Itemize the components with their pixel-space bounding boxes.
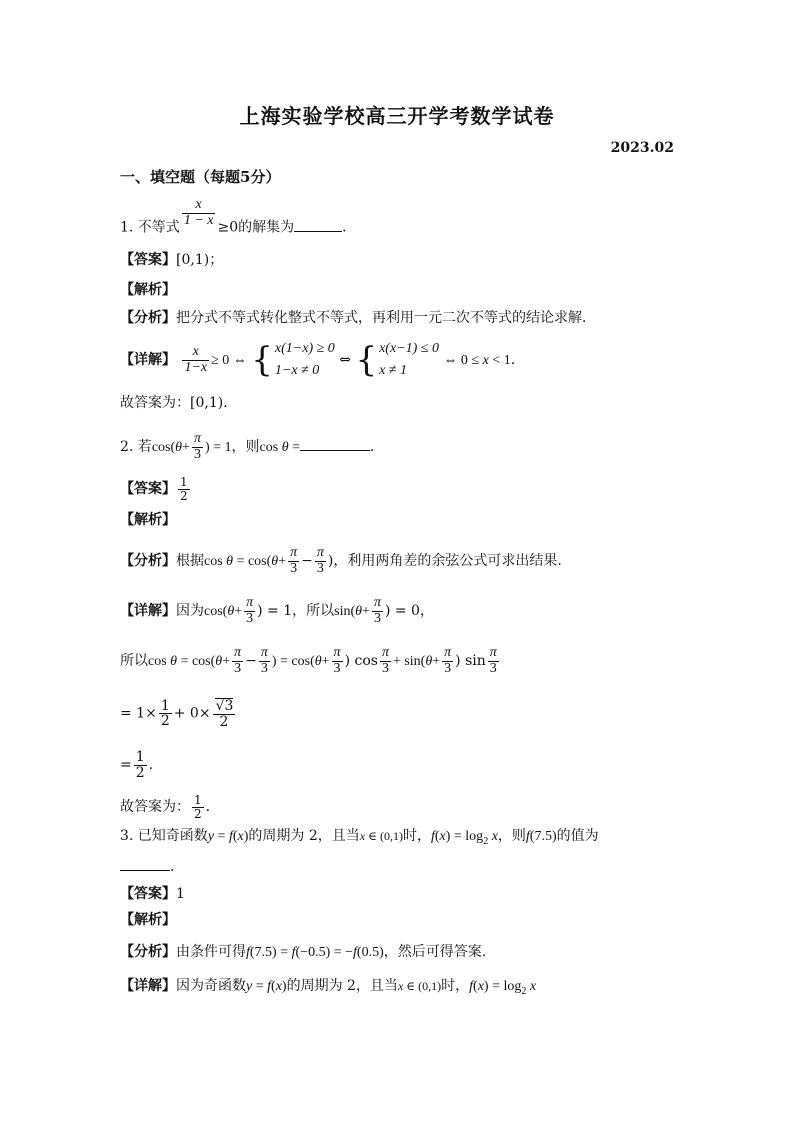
q1-jiexi: 【解析】 <box>120 282 176 298</box>
q1-question: 1. 不等式 $\frac{x}{1 - x}$ ≥0的解集为 ． <box>120 197 357 236</box>
page-title: 上海实验学校高三开学考数学试卷 <box>239 104 555 128</box>
q2-answer: 【答案】 $\frac{1}{2}$ <box>120 475 188 503</box>
answer-blank <box>300 436 370 451</box>
q2-question: 2. 若cos(θ+ $\frac{\pi}{3}$ ) = 1，则cos θ = ． <box>120 431 384 462</box>
q2-conclusion: 故答案为： $\frac{1}{2}$ ． <box>120 793 220 821</box>
q2-analysis: 【分析】根据cos θ = cos(θ+ $\frac{\pi}{3}$ − $\frac{\pi}{3}$ )，利用两角差的余弦公式可求出结果. <box>120 545 562 576</box>
q2-derivation-3: = $\frac{1}{2}$ . <box>120 749 154 781</box>
q1-analysis: 【分析】把分式不等式转化整式不等式，再利用一元二次不等式的结论求解． <box>120 310 596 326</box>
q1-fraction: $\frac{x}{1 - x}$ <box>183 197 214 228</box>
q2-jiexi: 【解析】 <box>120 512 176 528</box>
q3-question: 3. 已知奇函数y = f(x)的周期为 2，且当x ∈ (0,1)时，$f(x) = \log_2 x$，则f(7.5)的值为 <box>120 828 599 847</box>
answer-blank <box>294 217 342 232</box>
q1-answer: 【答案】[0,1)； <box>120 252 224 268</box>
q3-jiexi: 【解析】 <box>120 912 176 928</box>
q2-derivation-1: 所以cos θ = cos(θ+ $\frac{\pi}{3}$ − $\frac{\pi}{3}$ ) = cos(θ+ $\frac{\pi}{3}$ ) cos $\frac{\pi}{3}$ + sin(θ+ $\frac{\pi}{3}$ ) sin $\frac{\pi}{3}$ <box>120 645 497 676</box>
section-heading: 一、填空题（每题5分） <box>120 168 281 186</box>
q2-derivation-2: = 1× $\frac{1}{2}$ + 0× $\frac{√3}{2}$ <box>120 697 234 730</box>
q2-detail: 【详解】因为cos(θ+ $\frac{\pi}{3}$ ) = 1，所以sin(θ+ $\frac{\pi}{3}$ ) = 0， <box>120 595 434 626</box>
q3-detail: 【详解】因为奇函数y = f(x)的周期为 2，且当x ∈ (0,1)时，$f(x) = \log_2 x$ <box>120 978 537 997</box>
q3-answer: 【答案】1 <box>120 886 185 902</box>
q1-detail: 【详解】 $\frac{x}{1-x}$ ≥ 0 ⇔ { x(1−x) ≥ 0 1−x ≠ 0 ⇔ { x(x−1) ≤ 0 x ≠ 1 ⇔ 0 ≤ x < 1． <box>120 340 525 380</box>
exam-date: 2023.02 <box>610 140 674 156</box>
q3-blank-line: ． <box>120 856 184 877</box>
q1-conclusion: 故答案为：[0,1)． <box>120 395 238 411</box>
answer-blank <box>120 856 170 871</box>
q3-analysis: 【分析】由条件可得f(7.5) = f(−0.5) = −f(0.5)，然后可得答案. <box>120 944 487 960</box>
